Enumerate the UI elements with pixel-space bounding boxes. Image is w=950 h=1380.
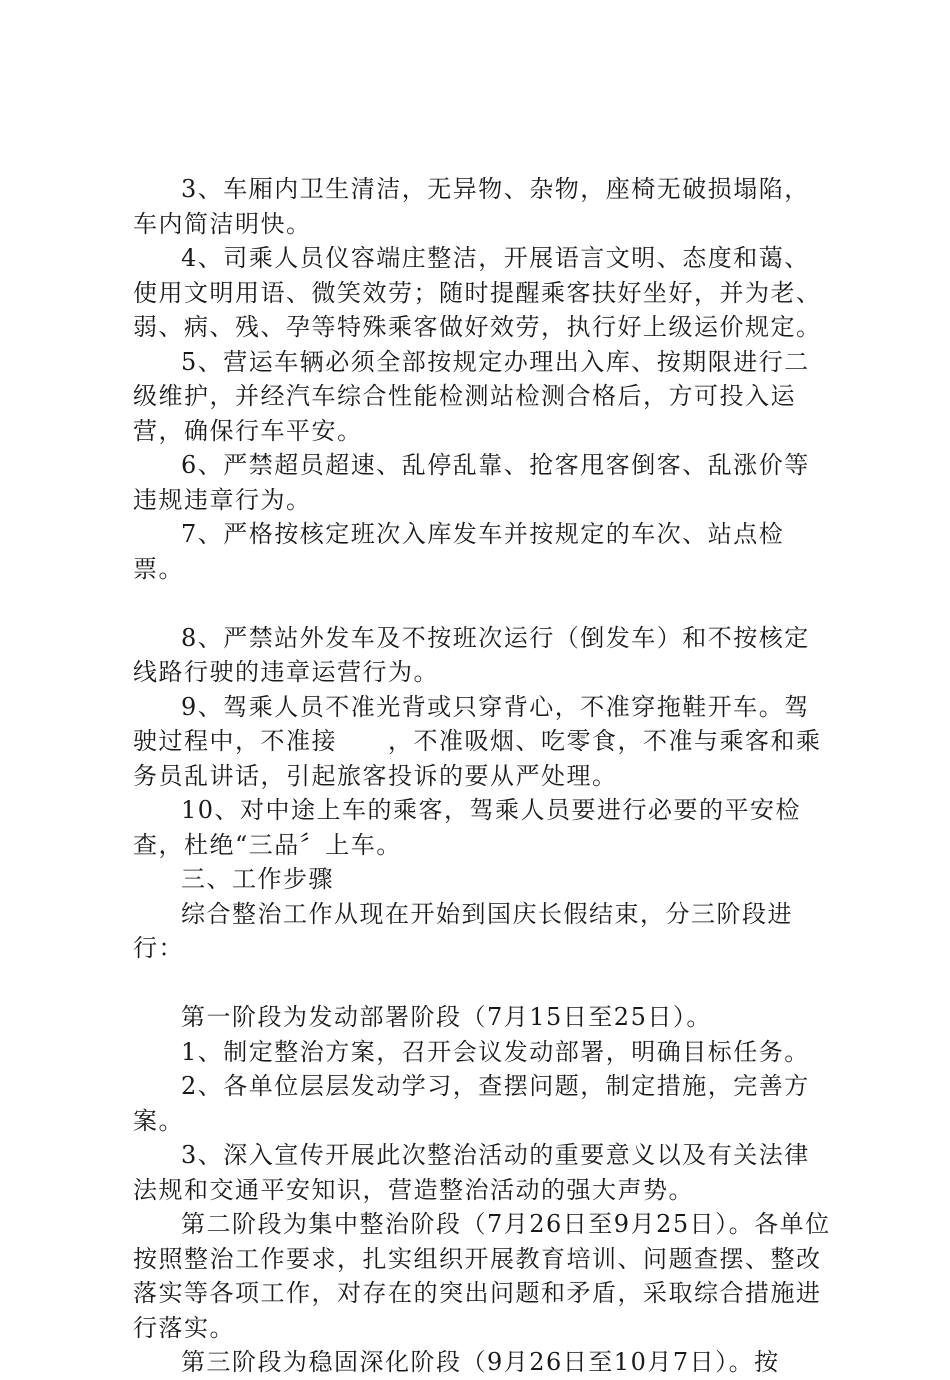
paragraph-phase-one-item-2: 2、各单位层层发动学习，查摆问题，制定措施，完善方案。 [133,1072,810,1135]
paragraph-overview: 综合整治工作从现在开始到国庆长假结束，分三阶段进行： [133,899,793,962]
paragraph-phase-two: 第二阶段为集中整治阶段（7月26日至9月25日）。各单位按照整治工作要求，扎实组织开展教育培训、问题查摆、整改落实等各项工作，对存在的突出问题和矛盾，采取综合措施进行落实。 [133,1210,831,1342]
paragraph-item-9: 9、驾乘人员不准光背或只穿背心，不准穿拖鞋开车。驾驶过程中，不准接 ，不准吸烟、吃零食，不准与乘客和乘务员乱讲话，引起旅客投诉的要从严处理。 [133,692,822,790]
paragraph-spacer [133,966,833,1001]
paragraph-item-7: 7、严格按核定班次入库发车并按规定的车次、站点检票。 [133,520,785,583]
paragraph-item-4: 4、司乘人员仪容端庄整洁，开展语言文明、态度和蔼、使用文明用语、微笑效劳；随时提醒乘客扶好坐好，并为老、弱、病、残、孕等特殊乘客做好效劳，执行好上级运价规定。 [133,244,822,341]
paragraph-item-6: 6、严禁超员超速、乱停乱靠、抢客甩客倒客、乱涨价等违规违章行为。 [133,451,810,514]
paragraph-item-8: 8、严禁站外发车及不按班次运行（倒发车）和不按核定线路行驶的违章运营行为。 [133,623,810,686]
paragraph-phase-one: 第一阶段为发动部署阶段（7月15日至25日）。 [181,1003,712,1031]
paragraph-item-3: 3、车厢内卫生清洁，无异物、杂物，座椅无破损塌陷，车内简洁明快。 [133,175,810,238]
document-body [133,172,833,1380]
paragraph-phase-one-item-1: 1、制定整治方案，召开会议发动部署，明确目标任务。 [181,1037,810,1066]
section-heading-work-steps: 三、工作步骤 [181,865,334,893]
paragraph-item-10: 10、对中途上车的乘客，驾乘人员要进行必要的平安检查，杜绝“三品〞上车。 [133,796,802,859]
paragraph-phase-one-item-3: 3、深入宣传开展此次整治活动的重要意义以及有关法律法规和交通平安知识，营造整治活动的强大声势。 [133,1141,810,1204]
paragraph-item-5: 5、营运车辆必须全部按规定办理出入库、按期限进行二级维护，并经汽车综合性能检测站检测合格后，方可投入运营，确保行车平安。 [133,347,810,445]
paragraph-phase-three: 第三阶段为稳固深化阶段（9月26日至10月7日）。按 [181,1348,780,1376]
paragraph-spacer [133,586,833,621]
